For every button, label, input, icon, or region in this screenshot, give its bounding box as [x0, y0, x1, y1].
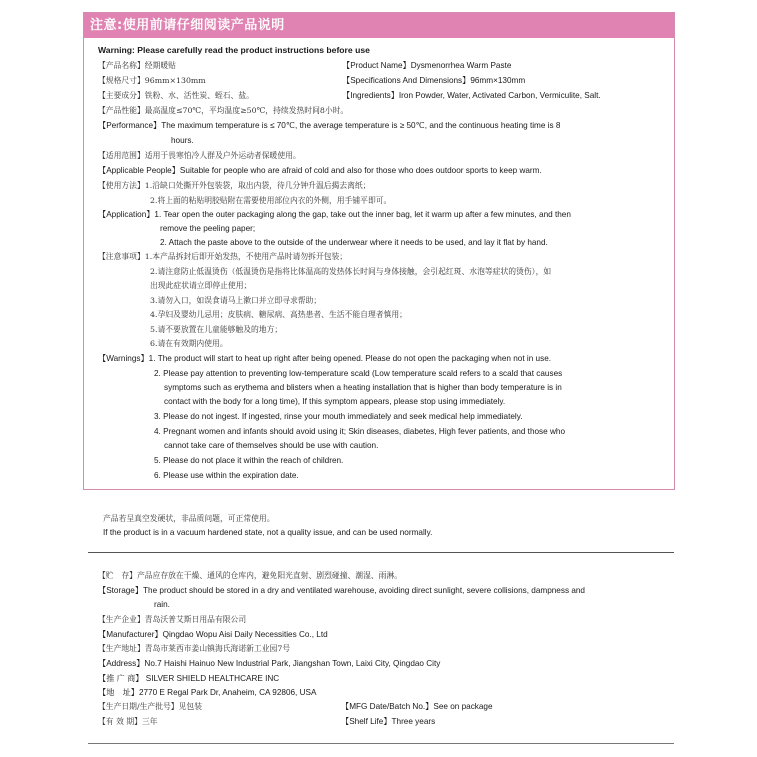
application-en-2: remove the peeling paper; [160, 224, 256, 233]
notes-zh-7: 6.请在有效期内使用。 [150, 339, 228, 348]
warning-banner: 注意:使用前请仔细阅读产品说明 [84, 13, 674, 38]
performance-en-2: hours. [171, 136, 194, 145]
vacuum-note-en: If the product is in a vacuum hardened state, not a quality issue, and can be used normally. [103, 528, 433, 537]
applicable-zh: 【适用范围】适用于畏寒怕冷人群及户外运动者保暖使用。 [98, 151, 301, 160]
manufacturer-en: 【Manufacturer】Qingdao Wopu Aisi Daily Necessities Co., Ltd [98, 630, 328, 639]
storage-zh: 【贮 存】产品应存放在干燥、通风的仓库内，避免阳光直射、剧烈碰撞、潮湿、雨淋。 [98, 571, 403, 580]
notes-zh-3: 出现此症状请立即停止使用； [150, 281, 252, 290]
ingredients-zh: 【主要成分】铁粉、水、活性炭、蛭石、盐。 [98, 91, 254, 100]
warnings-en-1: 【Warnings】1. The product will start to heat up right after being opened. Please do not open the packaging when not in use. [98, 354, 552, 363]
warnings-en-2: 2. Please pay attention to preventing low-temperature scald (Low temperature scald refers to a scald that causes [154, 369, 563, 378]
promoter-address: 【地 址】2770 E Regal Park Dr, Anaheim, CA 92806, USA [98, 688, 317, 697]
warnings-en-6: 4. Pregnant women and infants should avoid using it; Skin diseases, diabetes, High fever patients, and those who [154, 427, 565, 436]
product-name-en: 【Product Name】Dysmenorrhea Warm Paste [342, 61, 512, 70]
application-en-1: 【Application】1. Tear open the outer packaging along the gap, take out the inner bag, let it warm up after a few minutes, and then [98, 210, 571, 219]
warnings-en-3: symptoms such as erythema and blisters when a heating installation that is higher than body temperature is in [164, 383, 562, 392]
performance-en-1: 【Performance】The maximum temperature is ≤ 70℃, the average temperature is ≥ 50℃, and the continuous heating time is 8 [98, 121, 561, 130]
mfg-date-en: 【MFG Date/Batch No.】See on package [341, 702, 493, 711]
notes-zh-2: 2.请注意防止低温烫伤（低温烫伤是指将比体温高的发热体长时间与身体接触，会引起红斑、水泡等症状的烫伤），如 [150, 267, 552, 276]
instructions-panel [83, 12, 675, 490]
shelf-life-en: 【Shelf Life】Three years [341, 717, 436, 726]
notes-zh-5: 4.孕妇及婴幼儿忌用；皮肤病、糖尿病、高热患者、生活不能自理者慎用； [150, 310, 407, 319]
address-zh: 【生产地址】青岛市莱西市姜山镇海氏海诺新工业园7号 [98, 644, 291, 653]
divider-top [88, 552, 674, 553]
shelf-life-zh: 【有 效 期】三年 [98, 717, 158, 726]
notes-zh-6: 5.请不要放置在儿童能够触及的地方； [150, 325, 283, 334]
storage-en-1: 【Storage】The product should be stored in a dry and ventilated warehouse, avoiding direct sunlight, severe collisions, dampness and [98, 586, 585, 595]
mfg-date-zh: 【生产日期/生产批号】见包装 [98, 702, 202, 711]
warnings-en-9: 6. Please use within the expiration date. [154, 471, 299, 480]
warnings-en-4: contact with the body for a long time), If this symptom appears, please stop using immediately. [164, 397, 506, 406]
storage-en-2: rain. [154, 600, 170, 609]
notes-zh-1: 【注意事项】1.本产品拆封后即开始发热，不使用产品时请勿拆开包装； [98, 252, 348, 261]
applicable-en: 【Applicable People】Suitable for people who are afraid of cold and also for those who does outdoor sports to keep warm. [98, 166, 542, 175]
size-zh: 【规格尺寸】96mm×130mm [98, 76, 206, 85]
usage-zh-2: 2.将上面的粘贴明胶贴附在需要使用部位内衣的外侧，用手铺平即可。 [150, 196, 392, 205]
warning-subtitle: Warning: Please carefully read the product instructions before use [98, 45, 370, 55]
warnings-en-5: 3. Please do not ingest. If ingested, rinse your mouth immediately and seek medical help immediately. [154, 412, 523, 421]
address-en: 【Address】No.7 Haishi Hainuo New Industrial Park, Jiangshan Town, Laixi City, Qingdao City [98, 659, 441, 668]
manufacturer-zh: 【生产企业】青岛沃普艾斯日用品有限公司 [98, 615, 247, 624]
promoter: 【推 广 商】 SILVER SHIELD HEALTHCARE INC [98, 674, 280, 683]
ingredients-en: 【Ingredients】Iron Powder, Water, Activated Carbon, Vermiculite, Salt. [342, 91, 601, 100]
size-en: 【Specifications And Dimensions】96mm×130mm [342, 76, 526, 85]
warnings-en-7: cannot take care of themselves should be use with caution. [164, 441, 379, 450]
vacuum-note-zh: 产品若呈真空发硬状，非品质问题，可正常使用。 [103, 514, 275, 523]
warnings-en-8: 5. Please do not place it within the reach of children. [154, 456, 344, 465]
notes-zh-4: 3.请勿入口，如误食请马上漱口并立即寻求帮助； [150, 296, 322, 305]
product-name-zh: 【产品名称】经期暖贴 [98, 61, 176, 70]
divider-bottom [88, 743, 674, 744]
performance-zh: 【产品性能】最高温度≤70℃，平均温度≥50℃，持续发热时间8小时。 [98, 106, 349, 115]
usage-zh-1: 【使用方法】1.沿缺口处撕开外包装袋，取出内袋，待几分钟升温后揭去离纸； [98, 181, 371, 190]
application-en-3: 2. Attach the paste above to the outside of the underwear where it needs to be used, and lay it flat by hand. [160, 238, 548, 247]
